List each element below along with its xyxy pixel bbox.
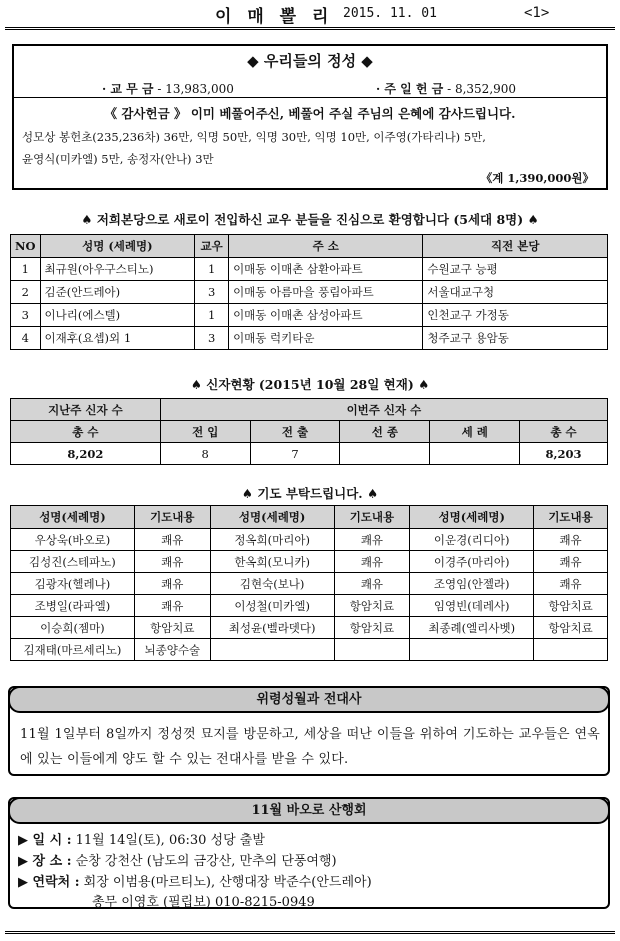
page-number: <1> xyxy=(524,5,550,21)
col-name: 성명(세례명) xyxy=(11,506,135,529)
header-divider xyxy=(5,27,615,30)
offering-total: 《계 1,390,000원》 xyxy=(480,171,594,185)
prayer-name: 최성윤(벨라뎃다) xyxy=(210,617,334,639)
table-header-row xyxy=(11,235,608,258)
prayer-name xyxy=(410,639,534,661)
table-row xyxy=(11,639,608,661)
row-name: 최규원(아우구스티노) xyxy=(40,258,195,281)
table-row xyxy=(11,327,608,350)
prayer-content: 쾌유 xyxy=(334,573,410,595)
issue-date: 2015. 11. 01 xyxy=(343,6,437,21)
row-no: 1 xyxy=(11,258,41,281)
row-no: 4 xyxy=(11,327,41,350)
prayer-name: 이승희(젬마) xyxy=(11,617,135,639)
hiking-place-label: ▶ 장 소 : xyxy=(18,854,72,869)
offering-divider xyxy=(14,97,606,98)
offering-box xyxy=(12,44,608,190)
this-total-value: 8,203 xyxy=(520,443,608,465)
prayer-content: 뇌종양수술 xyxy=(134,639,210,661)
col-content: 기도내용 xyxy=(534,506,608,529)
hiking-contact-value-1: 회장 이범용(마르티노), 산행대장 박준수(안드레아) xyxy=(83,875,372,890)
deceased-value xyxy=(340,443,430,465)
row-name: 이재후(요셉)외 1 xyxy=(40,327,195,350)
prayer-content: 쾌유 xyxy=(134,551,210,573)
table-header-row xyxy=(11,399,608,421)
prayer-name: 한옥희(모니카) xyxy=(210,551,334,573)
prayer-name: 조영임(안젤라) xyxy=(410,573,534,595)
col-name: 성명 (세례명) xyxy=(40,235,195,258)
col-family: 교우 xyxy=(195,235,229,258)
prayer-name xyxy=(210,639,334,661)
row-family: 1 xyxy=(195,258,229,281)
prayer-content: 쾌유 xyxy=(534,573,608,595)
prayer-name: 이경주(마리아) xyxy=(410,551,534,573)
row-address: 이매동 럭키타운 xyxy=(229,327,423,350)
last-total-value: 8,202 xyxy=(11,443,161,465)
row-family: 3 xyxy=(195,281,229,304)
footer-divider xyxy=(5,931,615,934)
table-row xyxy=(11,281,608,304)
prayer-name: 임영빈(데레사) xyxy=(410,595,534,617)
row-family: 1 xyxy=(195,304,229,327)
row-prev-parish: 수원교구 능평 xyxy=(423,258,608,281)
row-no: 2 xyxy=(11,281,41,304)
thanks-offering-heading: 《 감사헌금 》 이미 베풀어주신, 베풀어 주실 주님의 은혜에 감사드립니다. xyxy=(104,106,516,121)
row-address: 이매동 아름마을 풍림아파트 xyxy=(229,281,423,304)
general-offering-value: - 13,983,000 xyxy=(157,82,234,96)
hiking-place xyxy=(18,850,337,869)
moved-in-value: 8 xyxy=(160,443,250,465)
col-content: 기도내용 xyxy=(334,506,410,529)
prayer-content: 항암치료 xyxy=(534,595,608,617)
all-souls-body: 11월 1일부터 8일까지 정성껏 묘지를 방문하고, 세상을 떠난 이들을 위하여 기도하는 교우들은 연옥에 있는 이들에게 양도 할 수 있는 전대사를 받을 수 있다. xyxy=(20,727,600,767)
hiking-place-value: 순창 강천산 (남도의 금강산, 만추의 단풍여행) xyxy=(75,854,337,869)
newsletter-title: 이 매 뽈 리 xyxy=(215,7,334,27)
table-row xyxy=(11,304,608,327)
prayer-content: 항암치료 xyxy=(334,595,410,617)
prayer-name: 최종례(엘리사벳) xyxy=(410,617,534,639)
prayer-content: 항암치료 xyxy=(534,617,608,639)
row-prev-parish: 청주교구 용암동 xyxy=(423,327,608,350)
general-offering xyxy=(102,80,234,97)
donor-line-2: 윤영식(미카엘) 5만, 송정자(안나) 3만 xyxy=(22,152,214,166)
prayer-content: 쾌유 xyxy=(334,551,410,573)
hiking-date-value: 11월 14일(토), 06:30 성당 출발 xyxy=(75,833,265,848)
col-baptism: 세 례 xyxy=(430,421,520,443)
table-row xyxy=(11,551,608,573)
prayer-name: 우상욱(바오로) xyxy=(11,529,135,551)
hiking-contact xyxy=(18,871,372,890)
newsletter-header xyxy=(0,0,620,30)
prayer-content: 항암치료 xyxy=(134,617,210,639)
prayer-name: 조병일(라파엘) xyxy=(11,595,135,617)
col-moved-in: 전 입 xyxy=(160,421,250,443)
prayer-content: 쾌유 xyxy=(534,529,608,551)
table-header-row xyxy=(11,421,608,443)
prayer-table xyxy=(10,505,608,661)
row-prev-parish: 인천교구 가정동 xyxy=(423,304,608,327)
this-week-label: 이번주 신자 수 xyxy=(160,399,607,421)
col-content: 기도내용 xyxy=(134,506,210,529)
row-prev-parish: 서울대교구청 xyxy=(423,281,608,304)
prayer-name: 김성진(스테파노) xyxy=(11,551,135,573)
col-address: 주 소 xyxy=(229,235,423,258)
row-family: 3 xyxy=(195,327,229,350)
prayer-name: 김현숙(보나) xyxy=(210,573,334,595)
col-no: NO xyxy=(11,235,41,258)
sunday-offering xyxy=(376,80,516,97)
last-week-label: 지난주 신자 수 xyxy=(11,399,161,421)
prayer-content: 쾌유 xyxy=(534,551,608,573)
table-row xyxy=(11,443,608,465)
prayer-name: 김광자(헬레나) xyxy=(11,573,135,595)
new-members-table xyxy=(10,234,608,350)
prayer-content: 항암치료 xyxy=(334,617,410,639)
prayer-name: 이성철(미카엘) xyxy=(210,595,334,617)
hiking-contact-2 xyxy=(92,891,315,910)
col-name: 성명(세례명) xyxy=(210,506,334,529)
donor-line-1: 성모상 봉헌초(235,236차) 36만, 익명 50만, 익명 30만, 익명 10만, 이주영(가타리나) 5만, xyxy=(22,130,486,144)
prayer-content: 쾌유 xyxy=(334,529,410,551)
table-row xyxy=(11,573,608,595)
prayer-content xyxy=(534,639,608,661)
row-address: 이매동 이매촌 삼성아파트 xyxy=(229,304,423,327)
col-this-total: 총 수 xyxy=(520,421,608,443)
all-souls-title: 위령성월과 전대사 xyxy=(8,686,610,713)
col-prev-parish: 직전 본당 xyxy=(423,235,608,258)
moved-out-value: 7 xyxy=(250,443,340,465)
baptism-value xyxy=(430,443,520,465)
all-souls-box xyxy=(8,686,610,776)
sunday-offering-value: - 8,352,900 xyxy=(447,82,517,96)
hiking-title: 11월 바오로 산행회 xyxy=(8,797,610,824)
col-deceased: 선 종 xyxy=(340,421,430,443)
hiking-contact-value-2: 총무 이영호 (필립보) 010-8215-0949 xyxy=(92,895,315,910)
prayer-content xyxy=(334,639,410,661)
sunday-offering-label: · 주 일 헌 금 xyxy=(376,82,444,96)
prayer-content: 쾌유 xyxy=(134,595,210,617)
table-row xyxy=(11,617,608,639)
col-moved-out: 전 출 xyxy=(250,421,340,443)
row-address: 이매동 이매촌 삼환아파트 xyxy=(229,258,423,281)
prayer-name: 정옥희(마리아) xyxy=(210,529,334,551)
row-no: 3 xyxy=(11,304,41,327)
prayer-name: 김재태(마르세리노) xyxy=(11,639,135,661)
hiking-date-label: ▶ 일 시 : xyxy=(18,833,72,848)
table-row xyxy=(11,529,608,551)
prayer-heading: ♠ 기도 부탁드립니다. ♠ xyxy=(241,486,379,501)
general-offering-label: · 교 무 금 xyxy=(102,82,154,96)
hiking-date xyxy=(18,829,265,848)
col-last-total: 총 수 xyxy=(11,421,161,443)
hiking-box xyxy=(8,797,610,909)
hiking-contact-label: ▶ 연락처 : xyxy=(18,875,80,890)
col-name: 성명(세례명) xyxy=(410,506,534,529)
table-row xyxy=(11,258,608,281)
believers-table xyxy=(10,398,608,465)
prayer-content: 쾌유 xyxy=(134,573,210,595)
row-name: 이나리(에스텔) xyxy=(40,304,195,327)
new-members-heading: ♠ 저희본당으로 새로이 전입하신 교우 분들을 진심으로 환영합니다 (5세대 8명) ♠ xyxy=(81,212,539,227)
table-row xyxy=(11,595,608,617)
prayer-name: 이운경(리디아) xyxy=(410,529,534,551)
believers-heading: ♠ 신자현황 (2015년 10월 28일 현재) ♠ xyxy=(190,377,430,392)
row-name: 김준(안드레아) xyxy=(40,281,195,304)
prayer-content: 쾌유 xyxy=(134,529,210,551)
offering-title: ◆ 우리들의 정성 ◆ xyxy=(247,52,373,70)
donor-list xyxy=(22,126,602,170)
table-header-row xyxy=(11,506,608,529)
